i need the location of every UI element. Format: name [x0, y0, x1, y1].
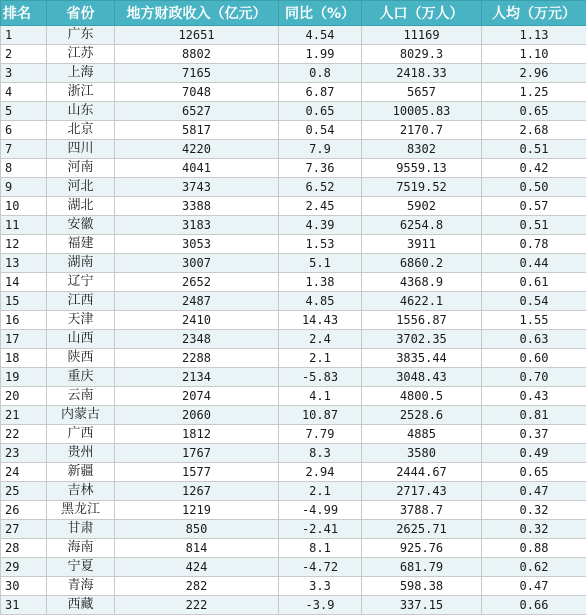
per-capita-cell: 1.55 — [482, 311, 586, 330]
yoy-cell: 7.79 — [279, 425, 362, 444]
yoy-cell: 8.3 — [279, 444, 362, 463]
province-cell: 宁夏 — [47, 558, 115, 577]
per-capita-cell: 0.70 — [482, 368, 586, 387]
table-row — [1, 577, 586, 596]
table-row — [1, 406, 586, 425]
population-cell: 10005.83 — [362, 102, 482, 121]
population-cell: 8302 — [362, 140, 482, 159]
province-cell: 湖南 — [47, 254, 115, 273]
table-row — [1, 45, 586, 64]
rank-cell: 16 — [1, 311, 47, 330]
per-capita-cell: 0.60 — [482, 349, 586, 368]
per-capita-cell: 0.63 — [482, 330, 586, 349]
per-capita-cell: 0.65 — [482, 102, 586, 121]
province-cell: 陕西 — [47, 349, 115, 368]
province-cell: 贵州 — [47, 444, 115, 463]
header-rank[interactable]: 排名 — [1, 1, 47, 26]
revenue-cell: 12651 — [115, 26, 279, 45]
per-capita-cell: 2.96 — [482, 64, 586, 83]
table-row — [1, 311, 586, 330]
revenue-cell: 1219 — [115, 501, 279, 520]
population-cell: 3048.43 — [362, 368, 482, 387]
rank-cell: 31 — [1, 596, 47, 615]
rank-cell: 27 — [1, 520, 47, 539]
revenue-cell: 7048 — [115, 83, 279, 102]
table-row — [1, 254, 586, 273]
per-capita-cell: 1.10 — [482, 45, 586, 64]
table-row — [1, 368, 586, 387]
yoy-cell: 6.52 — [279, 178, 362, 197]
table-row — [1, 83, 586, 102]
per-capita-cell: 0.88 — [482, 539, 586, 558]
yoy-cell: 4.39 — [279, 216, 362, 235]
rank-cell: 19 — [1, 368, 47, 387]
population-cell: 8029.3 — [362, 45, 482, 64]
rank-cell: 28 — [1, 539, 47, 558]
yoy-cell: 7.9 — [279, 140, 362, 159]
table-row — [1, 425, 586, 444]
province-cell: 江苏 — [47, 45, 115, 64]
population-cell: 598.38 — [362, 577, 482, 596]
revenue-cell: 3743 — [115, 178, 279, 197]
population-cell: 337.15 — [362, 596, 482, 615]
yoy-cell: -4.72 — [279, 558, 362, 577]
revenue-cell: 222 — [115, 596, 279, 615]
table-row — [1, 444, 586, 463]
population-cell: 3580 — [362, 444, 482, 463]
per-capita-cell: 2.68 — [482, 121, 586, 140]
province-cell: 云南 — [47, 387, 115, 406]
per-capita-cell: 0.44 — [482, 254, 586, 273]
revenue-cell: 1577 — [115, 463, 279, 482]
table-row — [1, 178, 586, 197]
rank-cell: 6 — [1, 121, 47, 140]
table-row — [1, 501, 586, 520]
per-capita-cell: 0.81 — [482, 406, 586, 425]
yoy-cell: 10.87 — [279, 406, 362, 425]
population-cell: 4800.5 — [362, 387, 482, 406]
revenue-cell: 282 — [115, 577, 279, 596]
revenue-cell: 2652 — [115, 273, 279, 292]
province-cell: 重庆 — [47, 368, 115, 387]
province-cell: 天津 — [47, 311, 115, 330]
population-cell: 3788.7 — [362, 501, 482, 520]
province-cell: 河北 — [47, 178, 115, 197]
revenue-cell: 5817 — [115, 121, 279, 140]
table-row — [1, 121, 586, 140]
per-capita-cell: 1.25 — [482, 83, 586, 102]
table-row — [1, 292, 586, 311]
population-cell: 6254.8 — [362, 216, 482, 235]
rank-cell: 8 — [1, 159, 47, 178]
table-row — [1, 596, 586, 615]
population-cell: 7519.52 — [362, 178, 482, 197]
yoy-cell: 2.45 — [279, 197, 362, 216]
population-cell: 4885 — [362, 425, 482, 444]
table-row — [1, 463, 586, 482]
yoy-cell: -3.9 — [279, 596, 362, 615]
per-capita-cell: 0.47 — [482, 577, 586, 596]
table-row — [1, 64, 586, 83]
per-capita-cell: 0.51 — [482, 140, 586, 159]
table-row — [1, 159, 586, 178]
revenue-cell: 2060 — [115, 406, 279, 425]
revenue-cell: 3053 — [115, 235, 279, 254]
table-row — [1, 273, 586, 292]
rank-cell: 21 — [1, 406, 47, 425]
revenue-cell: 424 — [115, 558, 279, 577]
table-row — [1, 558, 586, 577]
province-cell: 黑龙江 — [47, 501, 115, 520]
population-cell: 2444.67 — [362, 463, 482, 482]
revenue-cell: 850 — [115, 520, 279, 539]
yoy-cell: 2.1 — [279, 349, 362, 368]
province-cell: 内蒙古 — [47, 406, 115, 425]
revenue-cell: 3183 — [115, 216, 279, 235]
population-cell: 681.79 — [362, 558, 482, 577]
province-cell: 浙江 — [47, 83, 115, 102]
yoy-cell: 5.1 — [279, 254, 362, 273]
province-cell: 北京 — [47, 121, 115, 140]
per-capita-cell: 0.42 — [482, 159, 586, 178]
province-cell: 青海 — [47, 577, 115, 596]
population-cell: 5902 — [362, 197, 482, 216]
per-capita-cell: 0.32 — [482, 520, 586, 539]
province-cell: 河南 — [47, 159, 115, 178]
table-row — [1, 197, 586, 216]
population-cell: 3911 — [362, 235, 482, 254]
population-cell: 2170.7 — [362, 121, 482, 140]
revenue-cell: 1267 — [115, 482, 279, 501]
rank-cell: 10 — [1, 197, 47, 216]
population-cell: 1556.87 — [362, 311, 482, 330]
province-cell: 广西 — [47, 425, 115, 444]
province-cell: 海南 — [47, 539, 115, 558]
yoy-cell: 3.3 — [279, 577, 362, 596]
population-cell: 2418.33 — [362, 64, 482, 83]
yoy-cell: 1.38 — [279, 273, 362, 292]
per-capita-cell: 1.13 — [482, 26, 586, 45]
population-cell: 3835.44 — [362, 349, 482, 368]
yoy-cell: 2.94 — [279, 463, 362, 482]
population-cell: 5657 — [362, 83, 482, 102]
table-header-row — [1, 1, 586, 26]
province-cell: 新疆 — [47, 463, 115, 482]
rank-cell: 25 — [1, 482, 47, 501]
table-row — [1, 482, 586, 501]
population-cell: 3702.35 — [362, 330, 482, 349]
population-cell: 925.76 — [362, 539, 482, 558]
table-row — [1, 330, 586, 349]
province-cell: 上海 — [47, 64, 115, 83]
table-body — [1, 26, 586, 615]
province-cell: 山西 — [47, 330, 115, 349]
population-cell: 4622.1 — [362, 292, 482, 311]
province-cell: 甘肃 — [47, 520, 115, 539]
per-capita-cell: 0.37 — [482, 425, 586, 444]
rank-cell: 20 — [1, 387, 47, 406]
yoy-cell: 0.8 — [279, 64, 362, 83]
rank-cell: 1 — [1, 26, 47, 45]
header-yoy[interactable]: 同比（%） — [279, 1, 362, 26]
per-capita-cell: 0.32 — [482, 501, 586, 520]
rank-cell: 7 — [1, 140, 47, 159]
yoy-cell: 4.85 — [279, 292, 362, 311]
per-capita-cell: 0.78 — [482, 235, 586, 254]
header-province[interactable]: 省份 — [47, 1, 115, 26]
yoy-cell: -5.83 — [279, 368, 362, 387]
per-capita-cell: 0.62 — [482, 558, 586, 577]
revenue-cell: 814 — [115, 539, 279, 558]
rank-cell: 29 — [1, 558, 47, 577]
rank-cell: 23 — [1, 444, 47, 463]
per-capita-cell: 0.43 — [482, 387, 586, 406]
per-capita-cell: 0.65 — [482, 463, 586, 482]
rank-cell: 11 — [1, 216, 47, 235]
table-row — [1, 216, 586, 235]
yoy-cell: 4.1 — [279, 387, 362, 406]
yoy-cell: 7.36 — [279, 159, 362, 178]
yoy-cell: 1.99 — [279, 45, 362, 64]
rank-cell: 15 — [1, 292, 47, 311]
rank-cell: 26 — [1, 501, 47, 520]
population-cell: 4368.9 — [362, 273, 482, 292]
population-cell: 2717.43 — [362, 482, 482, 501]
population-cell: 2625.71 — [362, 520, 482, 539]
province-cell: 山东 — [47, 102, 115, 121]
per-capita-cell: 0.57 — [482, 197, 586, 216]
per-capita-cell: 0.51 — [482, 216, 586, 235]
province-cell: 安徽 — [47, 216, 115, 235]
yoy-cell: 2.1 — [279, 482, 362, 501]
yoy-cell: -4.99 — [279, 501, 362, 520]
header-population[interactable]: 人口（万人） — [362, 1, 482, 26]
rank-cell: 5 — [1, 102, 47, 121]
per-capita-cell: 0.66 — [482, 596, 586, 615]
header-revenue[interactable]: 地方财政收入（亿元） — [115, 1, 279, 26]
rank-cell: 18 — [1, 349, 47, 368]
table-row — [1, 102, 586, 121]
province-cell: 广东 — [47, 26, 115, 45]
revenue-cell: 6527 — [115, 102, 279, 121]
revenue-cell: 3007 — [115, 254, 279, 273]
rank-cell: 9 — [1, 178, 47, 197]
yoy-cell: 2.4 — [279, 330, 362, 349]
yoy-cell: 1.53 — [279, 235, 362, 254]
per-capita-cell: 0.47 — [482, 482, 586, 501]
province-cell: 辽宁 — [47, 273, 115, 292]
province-cell: 西藏 — [47, 596, 115, 615]
rank-cell: 24 — [1, 463, 47, 482]
yoy-cell: -2.41 — [279, 520, 362, 539]
revenue-cell: 4220 — [115, 140, 279, 159]
province-cell: 江西 — [47, 292, 115, 311]
revenue-cell: 3388 — [115, 197, 279, 216]
yoy-cell: 14.43 — [279, 311, 362, 330]
yoy-cell: 4.54 — [279, 26, 362, 45]
revenue-cell: 1812 — [115, 425, 279, 444]
table-row — [1, 539, 586, 558]
per-capita-cell: 0.54 — [482, 292, 586, 311]
rank-cell: 2 — [1, 45, 47, 64]
rank-cell: 13 — [1, 254, 47, 273]
revenue-cell: 2134 — [115, 368, 279, 387]
rank-cell: 17 — [1, 330, 47, 349]
revenue-cell: 4041 — [115, 159, 279, 178]
rank-cell: 22 — [1, 425, 47, 444]
rank-cell: 12 — [1, 235, 47, 254]
table-row — [1, 140, 586, 159]
population-cell: 2528.6 — [362, 406, 482, 425]
yoy-cell: 8.1 — [279, 539, 362, 558]
table-row — [1, 520, 586, 539]
revenue-cell: 8802 — [115, 45, 279, 64]
revenue-cell: 2074 — [115, 387, 279, 406]
yoy-cell: 0.54 — [279, 121, 362, 140]
population-cell: 9559.13 — [362, 159, 482, 178]
per-capita-cell: 0.50 — [482, 178, 586, 197]
table-row — [1, 387, 586, 406]
yoy-cell: 0.65 — [279, 102, 362, 121]
rank-cell: 3 — [1, 64, 47, 83]
revenue-cell: 7165 — [115, 64, 279, 83]
province-cell: 四川 — [47, 140, 115, 159]
table-row — [1, 26, 586, 45]
per-capita-cell: 0.61 — [482, 273, 586, 292]
province-cell: 吉林 — [47, 482, 115, 501]
revenue-cell: 2348 — [115, 330, 279, 349]
yoy-cell: 6.87 — [279, 83, 362, 102]
header-per-capita[interactable]: 人均（万元） — [482, 1, 586, 26]
revenue-cell: 2410 — [115, 311, 279, 330]
revenue-cell: 2288 — [115, 349, 279, 368]
rank-cell: 30 — [1, 577, 47, 596]
table-row — [1, 349, 586, 368]
revenue-cell: 2487 — [115, 292, 279, 311]
table-row — [1, 235, 586, 254]
revenue-cell: 1767 — [115, 444, 279, 463]
rank-cell: 4 — [1, 83, 47, 102]
population-cell: 11169 — [362, 26, 482, 45]
rank-cell: 14 — [1, 273, 47, 292]
per-capita-cell: 0.49 — [482, 444, 586, 463]
population-cell: 6860.2 — [362, 254, 482, 273]
province-cell: 福建 — [47, 235, 115, 254]
province-cell: 湖北 — [47, 197, 115, 216]
